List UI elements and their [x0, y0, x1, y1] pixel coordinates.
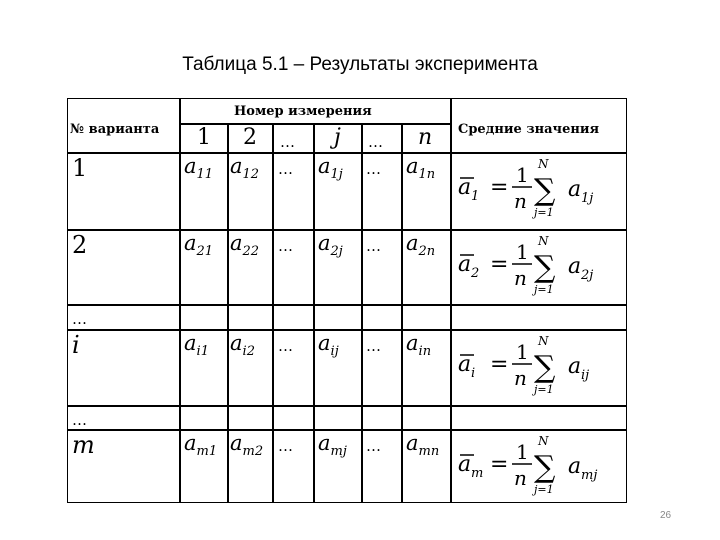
svg-text:1: 1 [516, 240, 529, 264]
ellipsis-cell: … [366, 237, 384, 255]
row-ellipsis: … [72, 411, 90, 429]
svg-text:m: m [471, 466, 484, 481]
table-cell: $a_{i1}$ [184, 331, 209, 360]
mean-formula [454, 231, 624, 301]
table-cell: $a_{12}$ [230, 154, 260, 183]
row-label: 1 [72, 154, 88, 182]
grid-line [361, 123, 363, 502]
table-cell: $a_{1n}$ [406, 154, 436, 183]
svg-text:a: a [458, 452, 472, 477]
svg-text:n: n [514, 466, 527, 490]
ellipsis-cell: … [278, 337, 296, 355]
svg-text:a: a [568, 254, 582, 279]
table-cell: $a_{in}$ [406, 331, 432, 360]
mean-formula [454, 154, 624, 224]
table-cell: $a_{21}$ [184, 231, 214, 260]
row-label: 2 [72, 231, 88, 259]
variant-header: № варианта [70, 122, 160, 137]
svg-text:n: n [514, 266, 527, 290]
svg-text:=: = [490, 352, 509, 377]
svg-text:a: a [568, 354, 582, 379]
grid-line [68, 304, 626, 306]
svg-text:n: n [514, 189, 527, 213]
svg-text:1j: 1j [581, 191, 594, 206]
ellipsis-cell: … [278, 437, 296, 455]
table-cell: $a_{22}$ [230, 231, 260, 260]
grid-line [313, 123, 315, 502]
svg-text:1: 1 [516, 163, 529, 187]
results-table [67, 98, 627, 503]
grid-line [68, 405, 626, 407]
ellipsis-cell: … [278, 160, 296, 178]
grid-line [272, 123, 274, 502]
svg-text:a: a [458, 352, 472, 377]
column-header: … [280, 133, 298, 151]
ellipsis-cell: … [366, 437, 384, 455]
svg-text:=: = [490, 452, 509, 477]
svg-text:1: 1 [471, 189, 480, 204]
table-cell: $a_{2j}$ [318, 231, 343, 260]
grid-line [227, 123, 229, 502]
mean-formula [454, 431, 624, 501]
ellipsis-cell: … [366, 160, 384, 178]
table-cell: $a_{mj}$ [318, 431, 347, 460]
column-header: n [418, 125, 433, 150]
svg-text:2: 2 [471, 266, 480, 281]
row-ellipsis: … [72, 310, 90, 328]
svg-text:2j: 2j [581, 268, 594, 283]
svg-text:N: N [538, 157, 549, 171]
table-cell: $a_{m2}$ [230, 431, 264, 460]
measurement-header: Номер измерения [234, 104, 372, 119]
svg-text:N: N [538, 234, 549, 248]
svg-text:a: a [458, 252, 472, 277]
row-label: m [72, 431, 95, 459]
table-cell: $a_{i2}$ [230, 331, 255, 360]
svg-text:a: a [568, 177, 582, 202]
grid-line [401, 123, 403, 502]
column-header: … [368, 133, 386, 151]
table-cell: $a_{2n}$ [406, 231, 436, 260]
svg-text:∑: ∑ [534, 350, 556, 385]
svg-text:j=1: j=1 [534, 383, 554, 396]
table-cell: $a_{11}$ [184, 154, 214, 183]
svg-text:ij: ij [581, 368, 590, 383]
row-label: i [72, 331, 80, 359]
table-cell: $a_{m1}$ [184, 431, 218, 460]
column-header: 1 [197, 125, 211, 150]
svg-text:∑: ∑ [534, 173, 556, 208]
mean-header: Средние значения [458, 122, 600, 137]
svg-text:N: N [538, 434, 549, 448]
svg-text:j=1: j=1 [534, 483, 554, 496]
svg-text:mj: mj [581, 468, 598, 483]
table-cell: $a_{mn}$ [406, 431, 440, 460]
table-cell: $a_{ij}$ [318, 331, 339, 360]
svg-text:a: a [568, 454, 582, 479]
svg-text:1: 1 [516, 440, 529, 464]
ellipsis-cell: … [366, 337, 384, 355]
svg-text:∑: ∑ [534, 450, 556, 485]
svg-text:j=1: j=1 [534, 206, 554, 219]
svg-text:a: a [458, 175, 472, 200]
column-header: 2 [243, 125, 257, 150]
ellipsis-cell: … [278, 237, 296, 255]
page-number: 26 [660, 510, 672, 521]
svg-text:1: 1 [516, 340, 529, 364]
svg-text:=: = [490, 252, 509, 277]
svg-text:N: N [538, 334, 549, 348]
svg-text:=: = [490, 175, 509, 200]
grid-line [180, 123, 450, 125]
svg-text:i: i [471, 366, 476, 381]
table-cell: $a_{1j}$ [318, 154, 343, 183]
svg-text:n: n [514, 366, 527, 390]
grid-line [450, 99, 452, 502]
mean-formula [454, 331, 624, 401]
svg-text:∑: ∑ [534, 250, 556, 285]
slide-title: Таблица 5.1 – Результаты эксперимента [182, 54, 538, 75]
grid-line [179, 99, 181, 502]
svg-text:j=1: j=1 [534, 283, 554, 296]
column-header: j [334, 125, 341, 150]
